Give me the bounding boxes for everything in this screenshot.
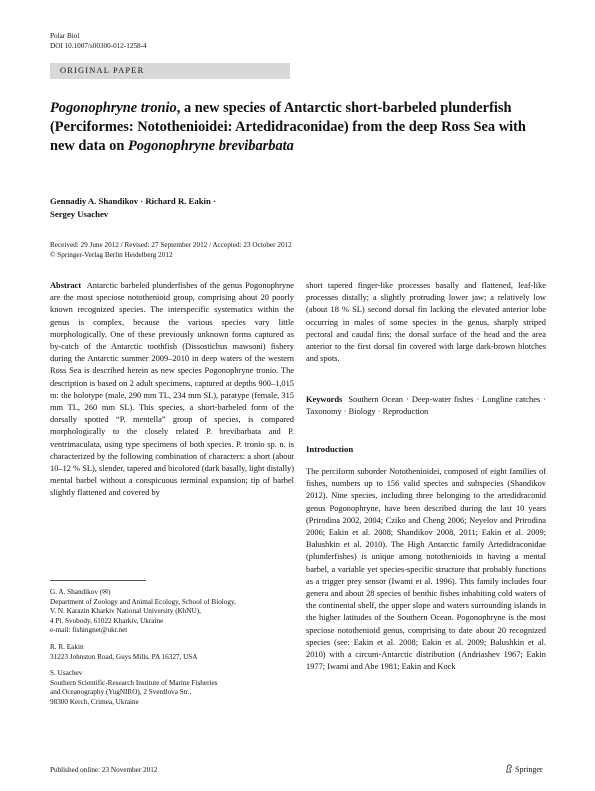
publisher-logo bbox=[505, 764, 543, 774]
copyright: © Springer-Verlag Berlin Heidelberg 2012 bbox=[50, 251, 173, 259]
title-species-2: Pogonophryne brevibarbata bbox=[127, 138, 294, 154]
article-title bbox=[50, 99, 540, 156]
affil-line: S. Usachev bbox=[50, 669, 83, 678]
authors-line-1: Gennadiy A. Shandikov · Richard R. Eakin · bbox=[50, 196, 216, 206]
authors-line-2: Sergey Usachev bbox=[50, 209, 109, 219]
affiliation-eakin bbox=[50, 643, 294, 662]
affil-line: G. A. Shandikov (✉) bbox=[50, 588, 111, 596]
affil-line: R. R. Eakin bbox=[50, 642, 84, 651]
section-banner: ORIGINAL PAPER bbox=[50, 63, 290, 79]
introduction-text: The perciform suborder Notothenioidei, composed of eight families of fishes, numbers up to 156 valid species and subspecies (Shandikov 2012). Nine species, including three belonging to the artedidraconid genus Pogonophryne, have been described during the last 10 years (Prirodina 2002, 2004; Cziko and Cheng 2006; Neyelov and Prirodina 2006; Eakin et al. 2008; Shandikov 2008, 2011; Eakin et al. 2009; Balushkin et al. 2010). The High Antarctic family Artedidraconidae (plunderfishes) is unique among notothenioids in having a mental barbel, a variable yet species-specific structure that probably functions as a trigger prey sensor (Iwami et al. 1996). This family includes four genera and about 28 species of benthic fishes inhabiting cold waters of the continental shelf, the upper slope and waters surrounding islands in the higher latitudes of the Southern Ocean. Pogonophryne is the most speciose notothenioid genus, comprising to date about 20 recognized species (see: Eakin et al. 2008; Eakin et al. 2009; Balushkin et al. 2010) with a circum-Antarctic distribution (Andriashev 1967; Eakin 1977; Iwami and Abe 1981; Eakin and Kock bbox=[306, 467, 546, 672]
title-species: Pogonophryne tronio bbox=[50, 100, 177, 116]
footnote-rule bbox=[50, 580, 146, 581]
affil-line: 98300 Kerch, Crimea, Ukraine bbox=[50, 697, 139, 706]
affil-line: and Oceanography (YugNIRO), 2 Sverdlova Str., bbox=[50, 688, 192, 697]
journal-header bbox=[50, 31, 147, 51]
affil-line: Department of Zoology and Animal Ecology, School of Biology, bbox=[50, 597, 236, 606]
abstract-heading: Abstract bbox=[50, 281, 82, 290]
history-dates: Received: 29 June 2012 / Revised: 27 September 2012 / Accepted: 23 October 2012 bbox=[50, 241, 292, 249]
doi: DOI 10.1007/s00300-012-1258-4 bbox=[50, 42, 147, 50]
introduction-heading: Introduction bbox=[306, 444, 354, 454]
article-dates bbox=[50, 240, 550, 260]
affil-line: 31223 Johnston Road, Guys Mills, PA 16327, USA bbox=[50, 652, 198, 661]
journal-name: Polar Biol bbox=[50, 32, 80, 40]
title-text: , a new species of Antarctic short-barbeled plunderfish (Perciformes: Notothenioidei: Artedidraconidae) from the deep Ross Sea with new data on bbox=[50, 100, 526, 154]
abstract-text: Antarctic barbeled plunderfishes of the genus Pogonophryne are the most speciose notothenioid group, comprising about 20 poorly known recognized species. The interspecific systematics within the genus is complex, because the various species vary little morphologically. One of these previously unknown forms captured as by-catch of the Antarctic toothfish (Dissostichus mawsoni) fishery during the Antarctic summer 2009–2010 in deep waters of the western Ross Sea is described herein as new species Pogonophryne tronio. The description is based on 2 adult specimens, captured at depths 900–1,015 m: the holotype (male, 290 mm TL, 234 mm SL), paratype (female, 315 mm TL, 260 mm SL). This species, a short-barbeled form of the dorsally spotted “P. mentella” group of species, is compared morphologically to the closely related P. brevibarbata and P. ventrimaculata, using type specimens of both species. P. tronio sp. n. is characterized by the following combination of characters: a short (about 10–12 % SL), slender, tapered and bicolored (dark basally, light distally) mental barbel without a conspicuous terminal expansion; tip of barbel slightly flattened and covered by bbox=[50, 281, 294, 498]
keywords-heading: Keywords bbox=[306, 395, 343, 404]
affil-line: Southern Scientific-Research Institute of Marine Fisheries bbox=[50, 678, 218, 687]
abstract-continued: short tapered finger-like processes basally and flattened, leaf-like processes distally; a slightly protruding lower jaw; a relatively low (about 18 % SL) second dorsal fin lacking the elevated anterior lobe occurring in males of some species in the genus, sharply striped pectoral and caudal fins; the dorsal surface of the head and the area anterior to the first dorsal fin covered with large dark-brown blotches and spots. bbox=[306, 281, 546, 364]
springer-horse-icon bbox=[505, 764, 513, 773]
keywords bbox=[306, 394, 546, 418]
affil-line: V. N. Karazin Kharkiv National University (KhNU), bbox=[50, 607, 201, 616]
affiliation-shandikov bbox=[50, 588, 294, 636]
affil-email: e-mail: fishingnet@ukr.net bbox=[50, 626, 128, 635]
publisher-name: Springer bbox=[515, 765, 543, 774]
published-online: Published online: 23 November 2012 bbox=[50, 766, 158, 774]
keywords-text: Southern Ocean · Deep-water fishes · Longline catches · Taxonomy · Biology · Reproduction bbox=[306, 395, 546, 417]
affil-line: 4 Pl. Svobody, 61022 Kharkiv, Ukraine bbox=[50, 616, 164, 625]
affiliations bbox=[50, 588, 294, 715]
author-list bbox=[50, 195, 350, 221]
abstract bbox=[50, 280, 294, 500]
affiliation-usachev bbox=[50, 669, 294, 707]
